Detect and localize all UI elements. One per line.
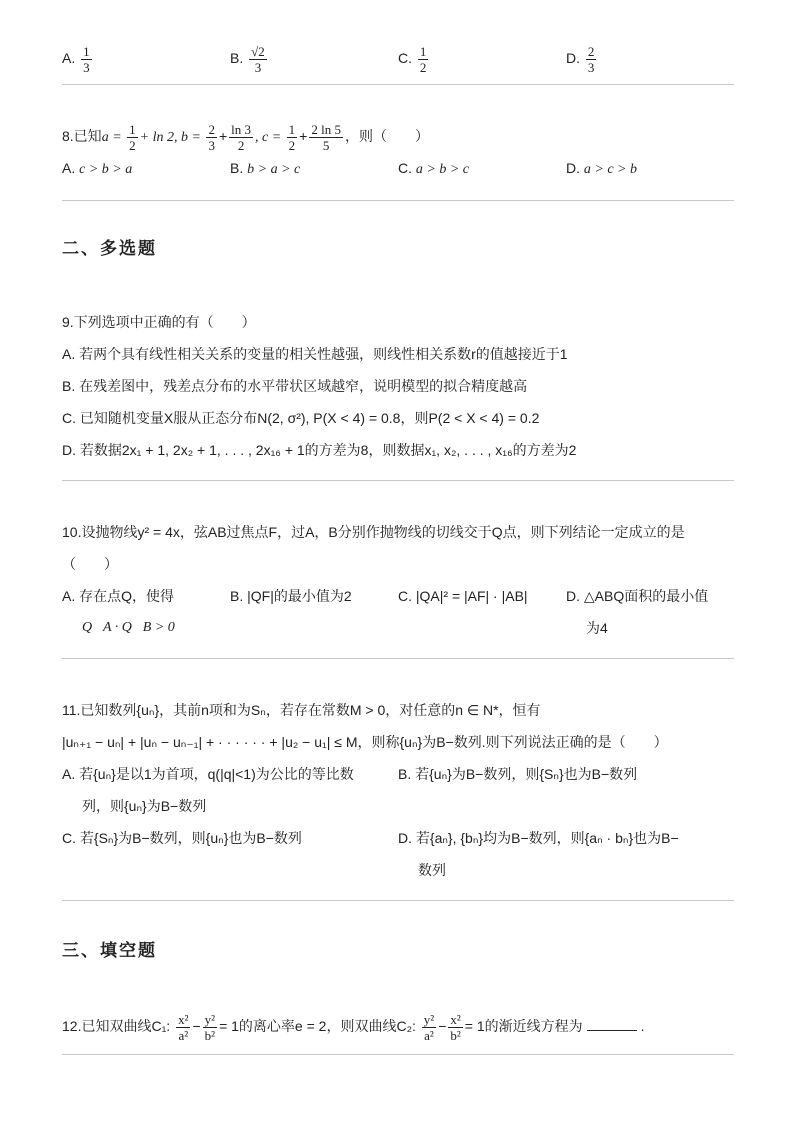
q11-option-c: C. 若{Sₙ}为B−数列，则{uₙ}也为B−数列: [62, 830, 302, 846]
q10-option-a-cont: Q⃗A · Q⃗B > 0: [82, 620, 175, 635]
q11-stem: 11.已知数列{uₙ}，其前n项和为Sₙ，若存在常数M > 0，对任意的n ∈ N*，恒有: [62, 702, 541, 718]
fraction: $\frac{1}{2}$: [419, 44, 427, 75]
q11-option-b: B. 若{uₙ}为B−数列，则{Sₙ}也为B−数列: [398, 766, 638, 782]
divider: [62, 84, 734, 85]
q7-option-a: A. $\frac{1}{3}$: [62, 44, 90, 75]
q11-option-a: A. 若{uₙ}是以1为首项，q(|q|<1)为公比的等比数: [62, 766, 354, 782]
q10-option-d-cont: 为4: [586, 620, 608, 636]
q11-option-d: D. 若{aₙ}, {bₙ}均为B−数列，则{aₙ · bₙ}也为B−: [398, 830, 679, 846]
q9-option-c: C. 已知随机变量X服从正态分布N(2, σ²), P(X < 4) = 0.8，则P(2 < X < 4) = 0.2: [62, 410, 540, 426]
divider: [62, 480, 734, 481]
q8-stem: 8.已知a = $\frac{1}{2}$ + ln 2, b = $\frac{2}{3}$ + $\frac{\ln 3}{2}$ , c = $\frac{1}{2}$ + $\frac{2 \ln 5}{5}$ ，则（ ）: [62, 122, 429, 153]
q10-option-d: D. △ABQ面积的最小值: [566, 588, 709, 604]
fraction: $\frac{1}{3}$: [83, 44, 90, 75]
divider: [62, 900, 734, 901]
q11-option-d-cont: 数列: [418, 862, 446, 878]
q10-option-b: B. |QF|的最小值为2: [230, 588, 352, 604]
fraction: $\frac{√2}{3}$: [251, 44, 265, 75]
q10-option-c: C. |QA|² = |AF| · |AB|: [398, 588, 528, 604]
q10-stem-paren: （ ）: [62, 556, 118, 572]
q9-option-b: B. 在残差图中，残差点分布的水平带状区域越窄，说明模型的拟合精度越高: [62, 378, 528, 394]
q8-option-b: B. b > a > c: [230, 160, 301, 177]
divider: [62, 658, 734, 659]
q8-option-d: D. a > c > b: [566, 160, 637, 177]
q7-option-c: C. $\frac{1}{2}$: [398, 44, 427, 75]
q8-option-c: C. a > b > c: [398, 160, 469, 177]
answer-blank[interactable]: [587, 1018, 637, 1031]
section-heading: 三、填空题: [62, 941, 157, 961]
q9-option-a: A. 若两个具有线性相关关系的变量的相关性越强，则线性相关系数r的值越接近于1: [62, 346, 568, 362]
q11-option-a-cont: 列，则{uₙ}为B−数列: [82, 798, 207, 814]
q10-option-a: A. 存在点Q，使得: [62, 588, 175, 604]
divider: [62, 200, 734, 201]
section-heading: 二、多选题: [62, 239, 157, 259]
q9-option-d: D. 若数据2x₁ + 1, 2x₂ + 1, . . . , 2x₁₆ + 1的方差为8，则数据x₁, x₂, . . . , x₁₆的方差为2: [62, 442, 577, 458]
q7-option-b: B. $\frac{√2}{3}$: [230, 44, 265, 75]
q7-option-d: D. $\frac{2}{3}$: [566, 44, 595, 75]
q8-option-a: A. c > b > a: [62, 160, 133, 177]
q10-stem: 10.设抛物线y² = 4x，弦AB过焦点F，过A，B分别作抛物线的切线交于Q点，则下列结论一定成立的是: [62, 524, 685, 540]
divider: [62, 1054, 734, 1055]
fraction: $\frac{2}{3}$: [587, 44, 595, 75]
q12-stem: 12.已知双曲线C₁: $\frac{\text{x²}}{\text{a²}}$ − $\frac{\text{y²}}{\text{b²}}$ = 1的离心率e = 2，则双曲线C₂: $\frac{\text{y²}}{\text{a²}}$ − $\frac{\text{x²}}{\text{b²}}$ = 1的渐近线方程为 .: [62, 1012, 645, 1043]
q9-stem: 9.下列选项中正确的有（ ）: [62, 314, 256, 330]
q11-stem-cont: |uₙ₊₁ − uₙ| + |uₙ − uₙ₋₁| + · · · · · · + |u₂ − u₁| ≤ M，则称{uₙ}为B−数列.则下列说法正确的是（ ）: [62, 734, 668, 750]
